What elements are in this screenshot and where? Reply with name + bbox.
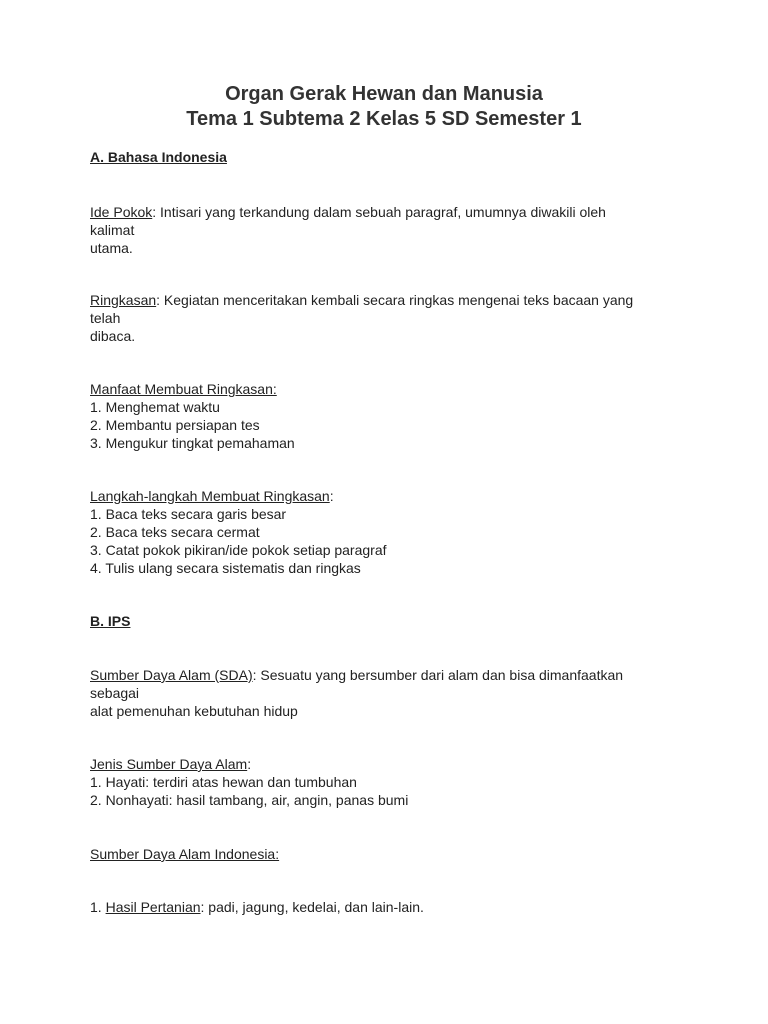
hasil-pertanian-block <box>90 898 690 916</box>
ringkasan-line-1 <box>90 291 690 309</box>
ide-pokok-definition: : Intisari yang terkandung dalam sebuah paragraf, umumnya diwakili oleh <box>152 204 606 220</box>
ringkasan-line-3: dibaca. <box>90 328 136 344</box>
hasil-pertanian-number: 1. <box>90 899 106 915</box>
section-a-heading-block <box>90 148 690 166</box>
list-item: 3. Catat pokok pikiran/ide pokok setiap paragraf <box>90 542 387 558</box>
list-item: 1. Menghemat waktu <box>90 399 220 415</box>
jenis-heading-line <box>90 755 690 773</box>
title-line-2: Tema 1 Subtema 2 Kelas 5 SD Semester 1 <box>186 108 582 130</box>
ide-pokok-term: Ide Pokok <box>90 204 153 220</box>
sda-paragraph <box>90 666 690 720</box>
jenis-heading-colon: : <box>247 756 252 772</box>
jenis-heading: Jenis Sumber Daya Alam <box>90 756 248 772</box>
list-item: 2. Baca teks secara cermat <box>90 524 260 540</box>
ide-pokok-line-1 <box>90 203 690 221</box>
hasil-pertanian-term: Hasil Pertanian <box>105 899 201 915</box>
langkah-heading-colon: : <box>329 488 334 504</box>
list-item: 1. Hayati: terdiri atas hewan dan tumbuhan <box>90 774 357 790</box>
list-item: 4. Tulis ulang secara sistematis dan ringkas <box>90 560 361 576</box>
ringkasan-paragraph <box>90 291 690 345</box>
manfaat-heading: Manfaat Membuat Ringkasan: <box>90 381 277 397</box>
ide-pokok-line-3: utama. <box>90 240 133 256</box>
sda-indonesia-heading: Sumber Daya Alam Indonesia: <box>90 846 280 862</box>
sda-definition: : Sesuatu yang bersumber dari alam dan bisa dimanfaatkan <box>252 667 624 683</box>
sda-line-1 <box>90 666 690 684</box>
langkah-list <box>90 487 690 577</box>
list-item: 3. Mengukur tingkat pemahaman <box>90 435 295 451</box>
hasil-pertanian-line <box>90 898 690 916</box>
list-item: 2. Nonhayati: hasil tambang, air, angin, panas bumi <box>90 792 409 808</box>
document-title <box>0 82 768 132</box>
sda-term: Sumber Daya Alam (SDA) <box>90 667 253 683</box>
sda-indonesia-block <box>90 845 690 863</box>
ringkasan-term: Ringkasan <box>90 292 157 308</box>
sda-line-2: sebagai <box>90 685 140 701</box>
ide-pokok-line-2: kalimat <box>90 222 135 238</box>
hasil-pertanian-text: : padi, jagung, kedelai, dan lain-lain. <box>200 899 424 915</box>
list-item: 1. Baca teks secara garis besar <box>90 506 287 522</box>
ringkasan-definition: : Kegiatan menceritakan kembali secara ringkas mengenai teks bacaan yang <box>156 292 634 308</box>
section-b-heading-block <box>90 612 690 630</box>
langkah-heading: Langkah-langkah Membuat Ringkasan <box>90 488 330 504</box>
jenis-sda-list <box>90 755 690 809</box>
ringkasan-line-2: telah <box>90 310 121 326</box>
list-item: 2. Membantu persiapan tes <box>90 417 260 433</box>
ide-pokok-paragraph <box>90 203 690 257</box>
sda-line-3: alat pemenuhan kebutuhan hidup <box>90 703 298 719</box>
section-b-heading: B. IPS <box>90 613 131 629</box>
langkah-heading-line <box>90 487 690 505</box>
title-line-1: Organ Gerak Hewan dan Manusia <box>225 83 543 105</box>
manfaat-list <box>90 380 690 452</box>
section-a-heading: A. Bahasa Indonesia <box>90 149 227 165</box>
